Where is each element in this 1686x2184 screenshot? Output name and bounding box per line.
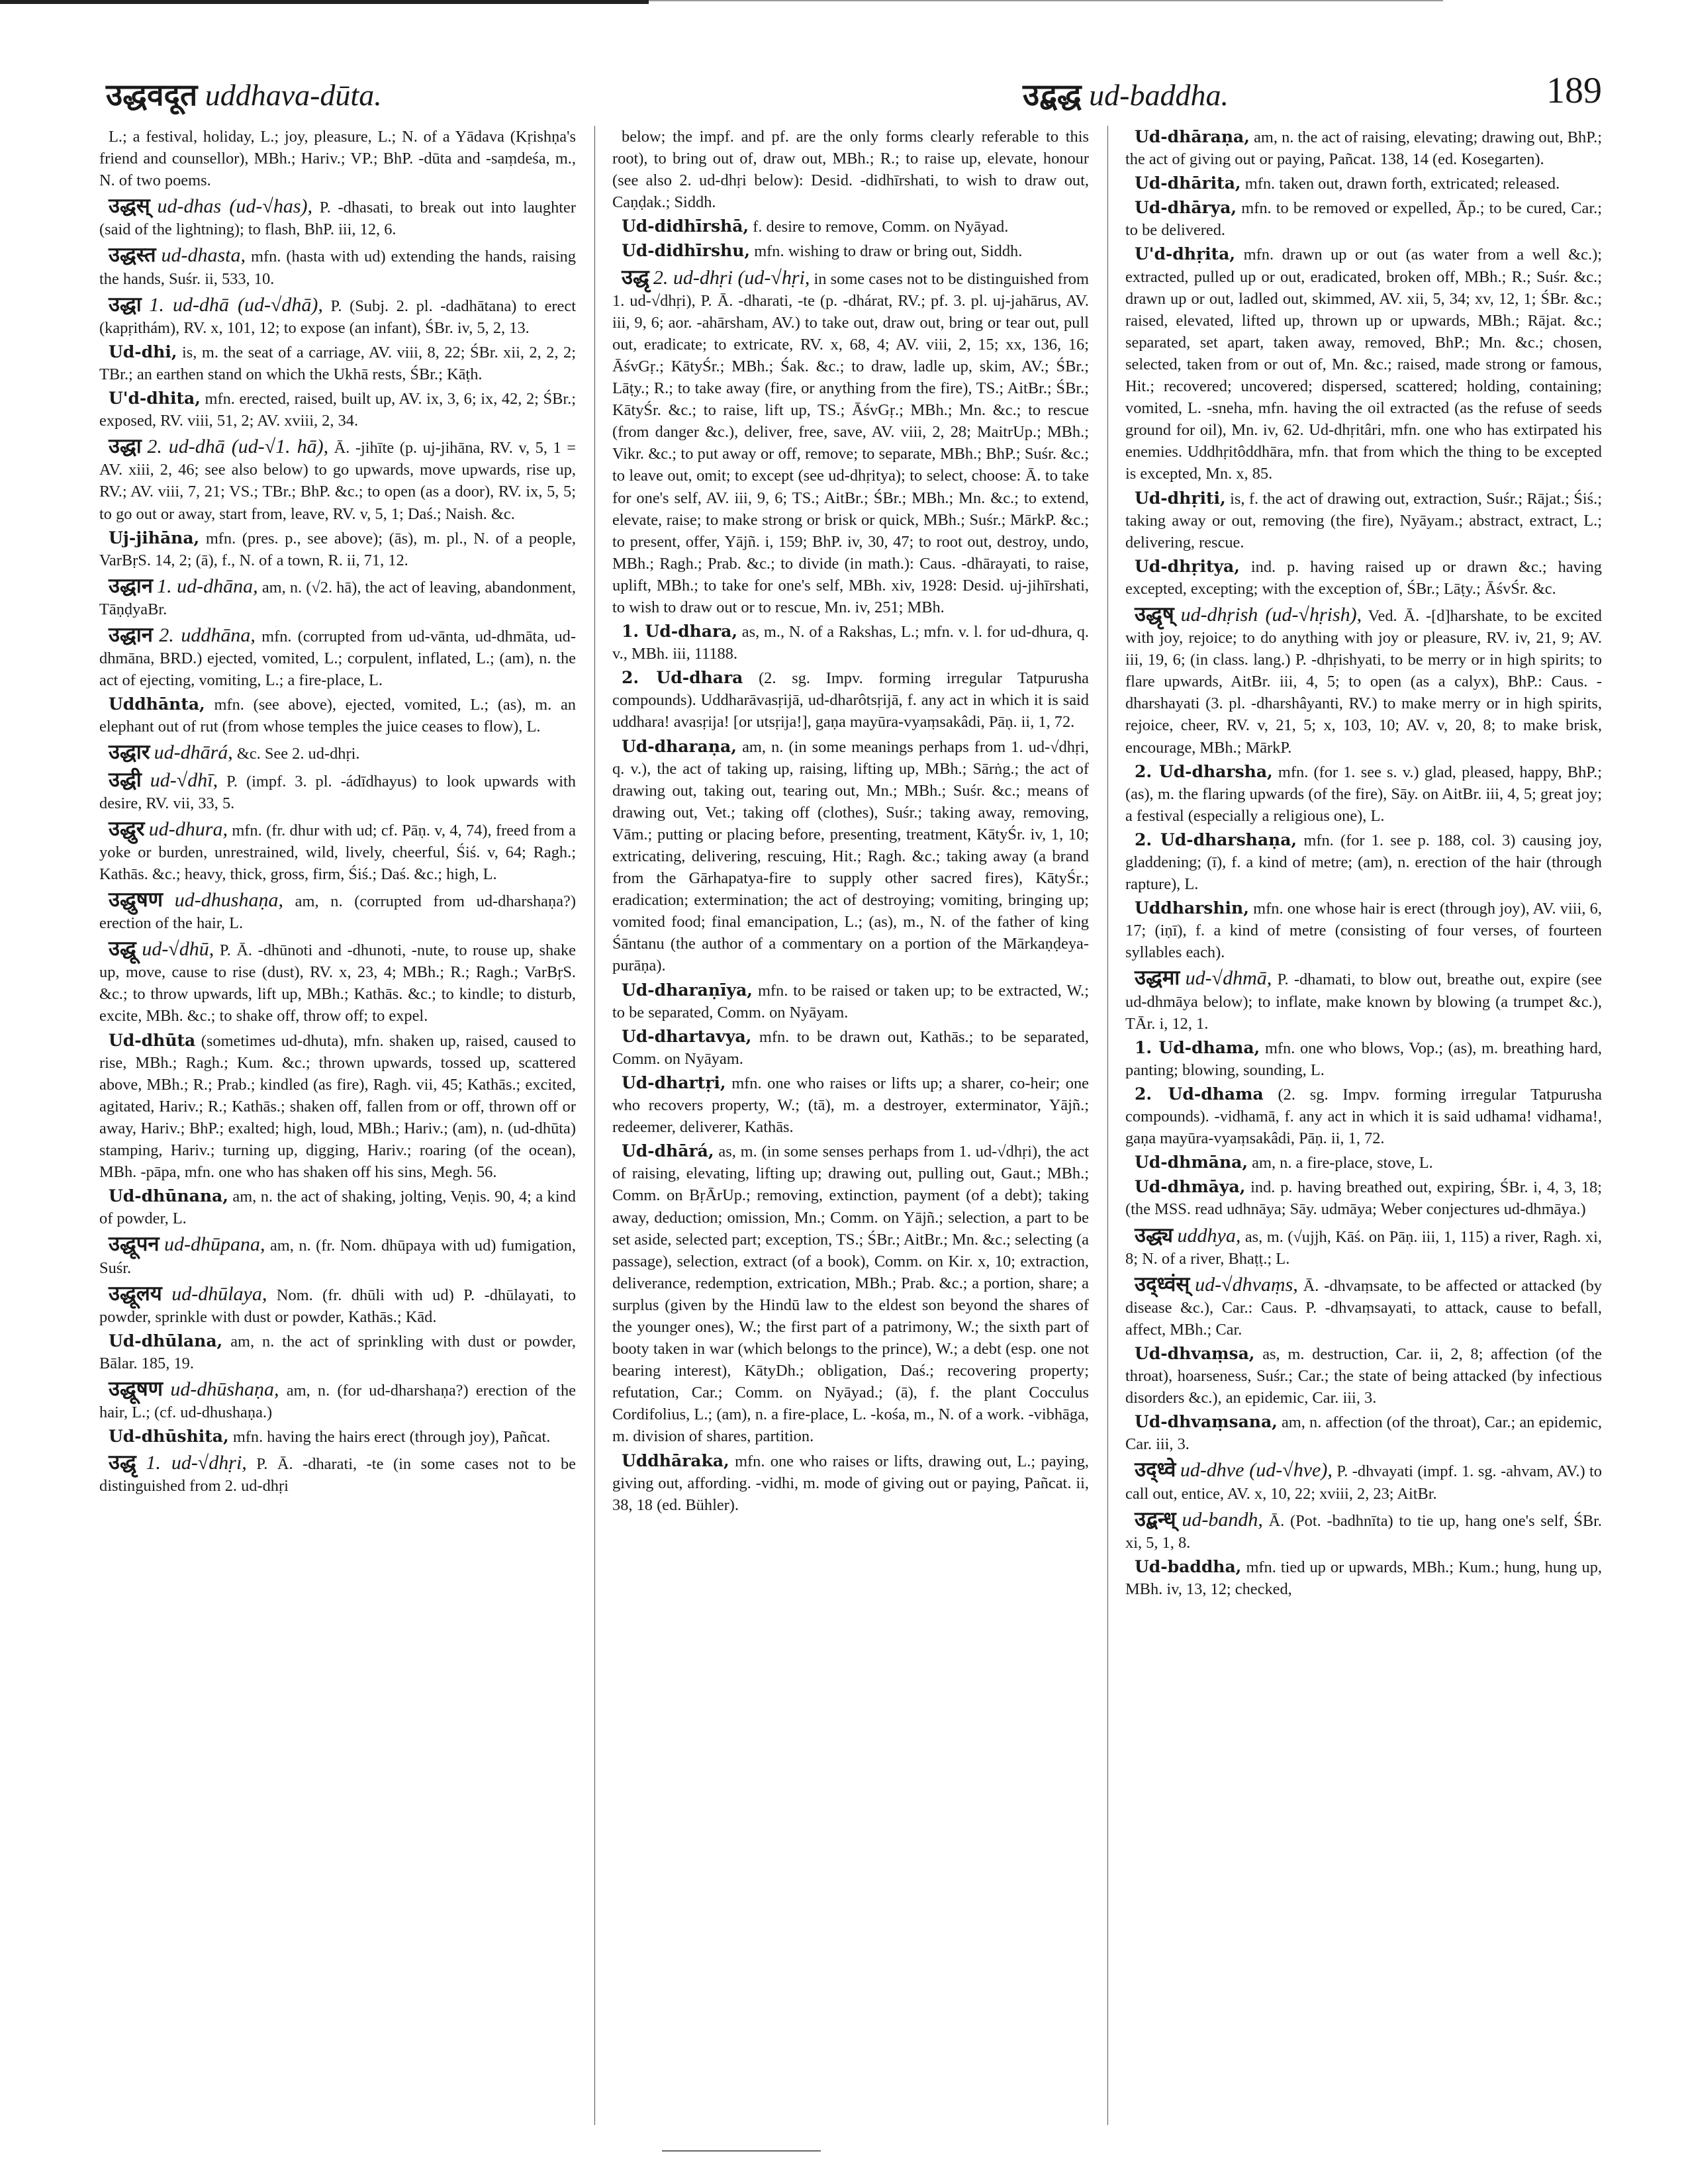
dictionary-entry <box>612 979 1089 1023</box>
entry-headword: Ud-dhūta <box>109 1030 196 1050</box>
entry-transliteration: ud-dhārá, <box>154 741 233 764</box>
dictionary-entry <box>612 1072 1089 1138</box>
entry-definition: &c. See 2. ud-dhṛi. <box>236 745 360 763</box>
entry-definition: (2. sg. Impv. forming irregular Tatpurusha compounds). -vidhamā, f. any act in which it is said udhama! vidhama!, gaṇa mayūra-vyaṃsakâdi, Pāṇ. ii, 1, 72. <box>1125 1085 1602 1148</box>
dictionary-entry <box>1125 829 1602 895</box>
entry-headword: Ud-baddha, <box>1135 1556 1242 1576</box>
scan-edge-top <box>0 0 649 4</box>
entry-definition: mfn. taken out, drawn forth, extricated; released. <box>1244 175 1560 193</box>
dictionary-entry <box>99 1378 576 1423</box>
entry-devanagari-headword: उद्धृष् <box>1135 602 1174 626</box>
entry-headword: Ud-didhīrshā, <box>622 216 749 236</box>
entry-devanagari-headword: उद्धूपन <box>109 1232 160 1257</box>
entry-devanagari-headword: उद्धू <box>109 937 136 961</box>
entry-definition: mfn. (see above), ejected, vomited, L.; (as), m. an elephant out of rut (from whose temples the juice ceases to flow), L. <box>99 696 576 736</box>
entry-devanagari-headword: उद्धुषण <box>109 888 164 912</box>
footer-rule <box>662 2150 821 2152</box>
dictionary-entry <box>612 1450 1089 1516</box>
dictionary-entry <box>1125 897 1602 963</box>
entry-definition: P. Ā. -dharati, -te (in some cases not to be distinguished from 2. ud-dhṛi <box>99 1455 576 1496</box>
entry-transliteration: ud-√dhmā, <box>1185 967 1272 990</box>
dictionary-entry <box>99 1185 576 1229</box>
entry-headword: Ud-dhvaṃsana, <box>1135 1412 1278 1432</box>
entry-definition: mfn. erected, raised, built up, AV. ix, 3, 6; ix, 42, 2; ŚBr.; exposed, RV. viii, 51, 2; AV. xviii, 2, 34. <box>99 390 576 430</box>
entry-definition: mfn. (pres. p., see above); (ās), m. pl., N. of a people, VarBṛS. 14, 2; (ā), f., N. of a town, R. ii, 71, 12. <box>99 529 576 569</box>
dictionary-entry <box>1125 1225 1602 1270</box>
entry-definition: is, m. the seat of a carriage, AV. viii, 8, 22; ŚBr. xii, 2, 2, 2; TBr.; an earthen stand on which the Ukhā rests, ŚBr.; Kāṭh. <box>99 343 576 383</box>
entry-headword: 1. Ud-dhara, <box>622 622 738 641</box>
dictionary-entry <box>99 769 576 814</box>
dictionary-entry <box>99 1233 576 1278</box>
entry-transliteration: ud-dhasta, <box>161 244 246 267</box>
entry-definition: P. -dhamati, to blow out, breathe out, expire (see ud-dhmāya below); to inflate, make known by blowing (a trumpet &c.), TĀr. i, 12, 1. <box>1125 971 1602 1033</box>
dictionary-entry <box>1125 1083 1602 1149</box>
dictionary-entry <box>1125 1509 1602 1554</box>
entry-headword: U'd-dhita, <box>109 389 201 408</box>
entry-devanagari-headword: उद्धार <box>109 740 150 765</box>
entry-headword: Ud-dharaṇīya, <box>622 980 753 1000</box>
entry-headword: U'd-dhṛita, <box>1135 244 1236 264</box>
entry-definition: mfn. (corrupted from ud-vānta, ud-dhmāta, ud-dhmāna, BRD.) ejected, vomited, L.; corpulent, inflated, L.; (am), n. the act of ejecting, vomiting, L.; a fire-place, L. <box>99 627 576 690</box>
entry-devanagari-headword: उद्धमा <box>1135 966 1180 990</box>
running-head-left <box>106 73 382 115</box>
dictionary-entry <box>99 126 576 191</box>
running-head-center-devanagari: उद्बद्ध <box>1023 77 1082 113</box>
entry-devanagari-headword: उद्धूलय <box>109 1281 162 1306</box>
entry-definition: as, m. (in some senses perhaps from 1. ud-√dhṛi), the act of raising, elevating, lifting up; drawing out, pulling out, Gaut.; MBh.; Comm. on BṛĀrUp.; removing, extinction, payment (of a debt); taking away, deduction; omission, Mn.; Comm. on Yājñ.; selection, a part to be set aside, selected part; exception, TS.; ŚBr.; AitBr.; Mn. &c.; selecting (a passage), selection, extract (of a book), Comm. on Kir. x, 10; extraction, deliverance, redemption, extrication, MBh.; Prab. &c.; a portion, share; a surplus (given by the Hindū law to the eldest son beyond the shares of the younger ones), W.; the first part of a patrimony, W.; the sixth part of booty taken in war (which belongs to the prince), W.; a debt (esp. one not bearing interest), KātyDh.; obligation, Daś.; recovering property; refutation, Car.; Comm. on Nyāyad.; (ā), f. the plant Cocculus Cordifolius, L.; (am), n. a fire-place, L. -kośa, m., N. of a work. -vibhāga, m. division of shares, partition. <box>612 1143 1089 1446</box>
entry-headword: Uddhāraka, <box>622 1450 729 1470</box>
entry-definition: mfn. tied up or upwards, MBh.; Kum.; hung, hung up, MBh. iv, 13, 12; checked, <box>1125 1558 1602 1598</box>
entry-definition: am, n. (corrupted from ud-dharshaṇa?) erection of the hair, L. <box>99 892 576 933</box>
dictionary-entry <box>612 736 1089 977</box>
dictionary-entry <box>99 889 576 934</box>
entry-transliteration: ud-bandh, <box>1182 1508 1263 1531</box>
entry-definition: as, m., N. of a Rakshas, L.; mfn. v. l. for ud-dhura, q. v., MBh. iii, 11188. <box>612 623 1089 663</box>
entry-definition: mfn. one whose hair is erect (through joy), AV. viii, 6, 17; (iṇī), f. a kind of metre (consisting of four verses, of fourteen syllables each). <box>1125 900 1602 962</box>
entry-headword: Ud-dhartṛi, <box>622 1072 726 1092</box>
entry-devanagari-headword: उद्ध्य <box>1135 1223 1174 1247</box>
dictionary-entry <box>1125 1459 1602 1504</box>
entry-transliteration: ud-dhas (ud-√has), <box>157 195 312 218</box>
entry-definition: mfn. one who raises or lifts up; a sharer, co-heir; one who recovers property, W.; (tā), m. a destroyer, exterminator, Yājñ.; redeemer, deliverer, Kathās. <box>612 1074 1089 1137</box>
entry-headword: Uddharshin, <box>1135 898 1249 918</box>
entry-definition: P. -dhasati, to break out into laughter (said of the lightning); to flash, BhP. iii, 12, 6. <box>99 199 576 239</box>
entry-devanagari-headword: उद्धस् <box>109 194 150 218</box>
dictionary-entry <box>99 436 576 524</box>
entry-definition: as, m. (√ujjh, Kāś. on Pāṇ. iii, 1, 115) a river, Ragh. xi, 8; N. of a river, Bhaṭṭ.; L. <box>1125 1227 1602 1268</box>
entry-devanagari-headword: उद्धान <box>109 622 153 647</box>
entry-headword: Ud-dhmāya, <box>1135 1177 1246 1197</box>
entry-headword: 2. Ud-dhama <box>1135 1084 1264 1104</box>
entry-definition: mfn. to be removed or expelled, Āp.; to be cured, Car.; to be delivered. <box>1125 199 1602 240</box>
entry-headword: Ud-dhārá, <box>622 1141 714 1161</box>
entry-definition: mfn. (for 1. see p. 188, col. 3) causing joy, gladdening; (ī), f. a kind of metre; (am), n. erection of the hair (through rapture), L. <box>1125 831 1602 894</box>
column-rule-1 <box>594 126 595 2125</box>
entry-devanagari-headword: उद्धृ <box>622 265 649 289</box>
entry-devanagari-headword: उद्ध्वे <box>1135 1458 1176 1482</box>
dictionary-entry <box>99 938 576 1027</box>
scan-edge-top-faint <box>649 0 1443 1</box>
entry-headword: 2. Ud-dharshaṇa, <box>1135 830 1297 849</box>
dictionary-entry <box>612 240 1089 262</box>
dictionary-entry <box>99 195 576 240</box>
dictionary-entry <box>99 527 576 571</box>
entry-definition: f. desire to remove, Comm. on Nyāyad. <box>753 218 1009 236</box>
entry-definition: Ā. (Pot. -badhnīta) to tie up, hang one's self, ŚBr. xi, 5, 1, 8. <box>1125 1511 1602 1552</box>
column-1 <box>99 126 576 2125</box>
entry-definition: is, f. the act of drawing out, extraction, Suśr.; Rājat.; Śiś.; taking away or out, removing (the fire), Nyāyam.; abstract, extract, L.; delivering, rescue. <box>1125 489 1602 551</box>
entry-definition: (2. sg. Impv. forming irregular Tatpurusha compounds). Uddharāvasṛijā, ud-dharôtsṛijā, f. any act in which it is said uddhara! avasṛija! [or utsṛija!], gaṇa mayūra-vyaṃsakâdi, Pāṇ. ii, 1, 72. <box>612 669 1089 732</box>
running-head-center-roman: ud-baddha. <box>1089 78 1229 112</box>
entry-definition: Ā. -jihīte (p. uj-jihāna, RV. v, 5, 1 = AV. xiii, 2, 46; see also below) to go upwards, move upwards, rise up, RV.; AV. viii, 7, 21; VS.; TBr.; BhP. &c.; to open (as a door), RV. ix, 5, 5; to go out or away, start from, leave, RV. v, 5, 1; Daś.; Naish. &c. <box>99 439 576 523</box>
entry-transliteration: ud-dhūpana, <box>164 1233 265 1256</box>
dictionary-entry <box>99 693 576 737</box>
entry-devanagari-headword: उद्धृ <box>109 1450 136 1475</box>
dictionary-entry <box>1125 604 1602 759</box>
entry-definition: mfn. drawn up or out (as water from a well &c.); extracted, pulled up or out, eradicated, broken off, MBh.; R.; Suśr. &c.; drawn up or out, ladled out, skimmed, AV. xii, 5, 34; xv, 12, 1; ŚBr. &c.; raised, elevated, lifted up, thrown up or upwards, MBh.; Rājat. &c.; separated, set apart, taken away, removed, BhP.; Mn. &c.; chosen, selected, taken from or out of, Mn. &c.; raised, made strong or famous, Hit.; recovered; uncovered; dispersed, scattered; holding, containing; vomited, L. -sneha, mfn. having the oil extracted (as the refuse of seeds ground for oil), Mn. iv, 62. Ud-dhṛitâri, mfn. one who has extirpated his enemies. Uddhṛitôddhāra, mfn. that from which the thing to be excepted is excepted, Mn. x, 85. <box>1125 246 1602 483</box>
entry-headword: Ud-dhūlana, <box>109 1331 223 1351</box>
entry-definition: mfn. to be drawn out, Kathās.; to be separated, Comm. on Nyāyam. <box>612 1027 1089 1068</box>
entry-headword: Ud-dhṛiti, <box>1135 488 1226 508</box>
entry-definition: am, n. (√2. hā), the act of leaving, abandonment, TāṇḍyaBr. <box>99 578 576 618</box>
dictionary-entry <box>99 1452 576 1497</box>
entry-definition: mfn. one who raises or lifts, drawing out, L.; paying, giving out, affording. -vidhi, m. mode of giving out or paying, Pañcat. ii, 38, 18 (ed. Bühler). <box>612 1452 1089 1514</box>
dictionary-entry <box>1125 172 1602 195</box>
dictionary-entry <box>612 126 1089 213</box>
entry-headword: 1. Ud-dhama, <box>1135 1037 1260 1057</box>
entry-definition: ind. p. having breathed out, expiring, ŚBr. i, 4, 3, 18; (the MSS. read udhnāya; Sāy. udmāya; Weber conjectures ud-dhmāya.) <box>1125 1178 1602 1219</box>
entry-definition: mfn. (hasta with ud) extending the hands, raising the hands, Suśr. ii, 533, 10. <box>99 248 576 288</box>
entry-headword: Uj-jihāna, <box>109 528 200 547</box>
dictionary-entry <box>99 387 576 432</box>
entry-definition: P. -dhvayati (impf. 1. sg. -ahvam, AV.) to call out, entice, AV. x, 10, 22; xviii, 2, 23; AitBr. <box>1125 1462 1602 1503</box>
entry-definition: mfn. (for 1. see s. v.) glad, pleased, happy, BhP.; (as), m. the flaring upwards (of the fire), Sāy. on AitBr. iii, 4, 5; great joy; a festival (especially a religious one), L. <box>1125 763 1602 825</box>
page-header <box>99 70 1602 122</box>
entry-definition: P. (impf. 3. pl. -ádīdhayus) to look upwards with desire, RV. vii, 33, 5. <box>99 772 576 812</box>
dictionary-entry <box>99 341 576 385</box>
dictionary-entry <box>1125 1343 1602 1409</box>
dictionary-entry <box>99 624 576 691</box>
entry-definition: am, n. (in some meanings perhaps from 1. ud-√dhṛi, q. v.), the act of taking up, raising, lifting up, MBh.; Sārṅg.; the act of drawing out, taking out, tearing out, Mn.; MBh.; Suśr. &c.; means of drawing out, Vet.; taking off (clothes), Suśr.; taking away, removing, Vām.; putting or placing before, presenting, treatment, KātyŚr. iv, 1, 10; extricating, delivering, rescuing, Hit.; Ragh. &c.; taking away (a brand from the Gārhapatya-fire to supply other sacred fires), KātyŚr.; eradication; extermination; the act of destroying; vomiting, bringing up; vomited food; final emancipation, L.; (as), m., N. of the father of king Śāntanu (the author of a commentary on a portion of the Mārkaṇḍeya-purāṇa). <box>612 737 1089 975</box>
dictionary-entry <box>99 575 576 620</box>
entry-transliteration: 1. ud-√dhṛi, <box>146 1452 247 1474</box>
entry-definition: am, n. (for ud-dharshaṇa?) erection of the hair, L.; (cf. ud-dhushaṇa.) <box>99 1381 576 1422</box>
dictionary-entry <box>612 1025 1089 1070</box>
dictionary-entry <box>1125 967 1602 1034</box>
entry-devanagari-headword: उद्धुर <box>109 816 145 841</box>
entry-definition: as, m. destruction, Car. ii, 2, 8; affection (of the throat), hoarseness, Suśr.; Car.; the state of being attacked (by infectious disorders &c.), an epidemic, Car. iii, 3. <box>1125 1345 1602 1407</box>
entry-definition: (sometimes ud-dhuta), mfn. shaken up, raised, caused to rise, MBh.; Ragh.; Kum. &c.; thrown upwards, tossed up, scattered above, MBh.; R.; Prab.; kindled (as fire), Ragh. vii, 45; Kathās.; excited, agitated, Hariv.; R.; Kathās.; shaken off, fallen from or off, thrown off or away, Hariv.; BhP.; exalted; high, loud, MBh.; Hariv.; (am), n. (ud-dhūta) stamping, Hariv.; turning up, digging, Hariv.; roaring (of the ocean), MBh. -pāpa, mfn. one who has shaken off his sins, Megh. 56. <box>99 1031 576 1182</box>
entry-headword: 2. Ud-dharsha, <box>1135 761 1273 781</box>
entry-headword: Ud-dhartavya, <box>622 1026 752 1046</box>
page-number: 189 <box>1546 70 1602 111</box>
entry-devanagari-headword: उद्धी <box>109 767 142 792</box>
entry-transliteration: ud-dhūlaya, <box>171 1282 267 1305</box>
dictionary-entry <box>1125 761 1602 827</box>
entry-definition: ind. p. having raised up or drawn &c.; having excepted, excepting; with the exception of, ŚBr.; Lāṭy.; ĀśvŚr. &c. <box>1125 557 1602 598</box>
entry-definition: mfn. one who blows, Vop.; (as), m. breathing hard, panting; blowing, sounding, L. <box>1125 1039 1602 1079</box>
dictionary-entry <box>99 1425 576 1448</box>
entry-headword: Ud-dhūnana, <box>109 1186 228 1206</box>
running-head-left-roman: uddhava-dūta. <box>205 78 382 112</box>
dictionary-entry <box>612 620 1089 665</box>
entry-headword: Ud-dhmāna, <box>1135 1153 1248 1172</box>
entry-devanagari-headword: उद्धा <box>109 434 142 459</box>
entry-devanagari-headword: उद्धा <box>109 292 142 316</box>
entry-definition: P. (Subj. 2. pl. -dadhātana) to erect (kapṛithám), RV. x, 101, 12; to expose (an infant), ŚBr. iv, 5, 2, 13. <box>99 297 576 337</box>
entry-transliteration: 2. ud-dhṛi (ud-√hṛi, <box>653 266 810 289</box>
entry-definition: mfn. (fr. dhur with ud; cf. Pāṇ. v, 4, 74), freed from a yoke or burden, unrestrained, wild, lively, cheerful, Śiś. v, 64; Ragh.; Kathās. &c.; heavy, thick, gross, firm, Śiś.; Daś. &c.; high, L. <box>99 821 576 883</box>
entry-transliteration: ud-√dhī, <box>150 769 218 791</box>
entry-transliteration: ud-dhura, <box>148 818 228 840</box>
entry-devanagari-headword: उद्धूषण <box>109 1376 164 1401</box>
entry-definition: am, n. (fr. Nom. dhūpaya with ud) fumigation, Suśr. <box>99 1237 576 1277</box>
entry-definition: am, n. affection (of the throat), Car.; an epidemic, Car. iii, 3. <box>1125 1413 1602 1454</box>
dictionary-entry <box>99 294 576 339</box>
entry-definition: am, n. a fire-place, stove, L. <box>1252 1154 1433 1172</box>
entry-transliteration: 2. ud-dhā (ud-√1. hā), <box>147 436 329 458</box>
column-3 <box>1125 126 1602 2125</box>
entry-definition: am, n. the act of shaking, jolting, Veṇis. 90, 4; a kind of powder, L. <box>99 1188 576 1228</box>
dictionary-entry <box>99 818 576 885</box>
dictionary-entry <box>99 1330 576 1374</box>
entry-headword: Ud-dhi, <box>109 342 177 361</box>
entry-transliteration: ud-√dhū, <box>142 938 214 961</box>
dictionary-entry <box>612 267 1089 619</box>
dictionary-entry <box>1125 197 1602 241</box>
entry-definition: am, n. the act of sprinkling with dust or powder, Bālar. 185, 19. <box>99 1332 576 1372</box>
dictionary-entry <box>612 1140 1089 1447</box>
entry-definition: mfn. having the hairs erect (through joy), Pañcat. <box>232 1428 551 1447</box>
entry-devanagari-headword: उद्धस्त <box>109 243 156 267</box>
dictionary-entry <box>1125 126 1602 170</box>
dictionary-entry <box>1125 1151 1602 1174</box>
entry-transliteration: ud-dhve (ud-√hve), <box>1180 1459 1333 1482</box>
dictionary-entry <box>1125 1037 1602 1081</box>
entry-definition: below; the impf. and pf. are the only forms clearly referable to this root), to bring out of, draw out, MBh.; R.; to raise up, elevate, honour (see also 2. ud-dhṛi below): Desid. -didhīrshati, to wish to draw out, Caṇḍak.; Siddh. <box>612 128 1089 212</box>
entry-devanagari-headword: उद्धान <box>109 573 153 598</box>
dictionary-entry <box>1125 555 1602 600</box>
dictionary-entry <box>1125 487 1602 553</box>
entry-headword: Ud-dhārita, <box>1135 173 1241 193</box>
entry-headword: Uddhānta, <box>109 694 205 714</box>
entry-definition: am, n. the act of raising, elevating; drawing out, BhP.; the act of giving out or paying, Pañcat. 138, 14 (ed. Kosegarten). <box>1125 128 1602 169</box>
column-2 <box>612 126 1089 2125</box>
entry-headword: Ud-dhvaṃsa, <box>1135 1343 1255 1363</box>
dictionary-entry <box>612 215 1089 238</box>
entry-headword: Ud-dhṛitya, <box>1135 556 1240 576</box>
entry-transliteration: 2. uddhāna, <box>159 624 256 646</box>
entry-headword: Ud-didhīrshu, <box>622 241 751 261</box>
running-head-center <box>1023 73 1229 115</box>
entry-headword: Ud-dhāraṇa, <box>1135 127 1250 146</box>
entry-definition: Ā. -dhvaṃsate, to be affected or attacked (by disease &c.), Car.: Caus. P. -dhvaṃsayati, to attack, cause to befall, affect, MBh.; Car. <box>1125 1276 1602 1339</box>
running-head-left-devanagari: उद्धवदूत <box>106 77 198 113</box>
entry-definition: Ved. Ā. -[d]harshate, to be excited with joy, rejoice; to do anything with joy or pleasure, RV. iv, 21, 9; AV. iii, 19, 6; (in class. lang.) P. -dhṛishyati, to be merry or in high spirits; to flare upwards, AitBr. iii, 4, 5; to open (as a calyx), BhP.: Caus. -dharshayati (3. pl. -dharshâyanti, RV.) to make merry or in high spirits, rejoice, cheer, RV. v, 21, 5; x, 103, 10; AV. v, 20, 8; to make brisk, encourage, MBh.; MārkP. <box>1125 606 1602 757</box>
entry-devanagari-headword: उद्ध्वंस् <box>1135 1272 1190 1296</box>
dictionary-entry <box>99 741 576 765</box>
entry-devanagari-headword: उद्बन्ध् <box>1135 1507 1176 1531</box>
dictionary-entry <box>1125 1274 1602 1341</box>
entry-transliteration: ud-dhushaṇa, <box>174 889 283 911</box>
entry-definition: P. Ā. -dhūnoti and -dhunoti, -nute, to rouse up, shake up, move, cause to rise (dust), RV. x, 23, 4; MBh.; R.; Ragh.; VarBṛS. &c.; to throw upwards, lift up, MBh.; Kathās. &c.; to kindle; to disturb, excite, MBh. &c.; to shake off, throw off; to expel. <box>99 941 576 1025</box>
entry-definition: mfn. to be raised or taken up; to be extracted, W.; to be separated, Comm. on Nyāyam. <box>612 981 1089 1021</box>
entry-transliteration: ud-dhūshaṇa, <box>170 1378 279 1400</box>
entry-definition: Nom. (fr. dhūli with ud) P. -dhūlayati, to powder, sprinkle with dust or powder, Kathās.; Kād. <box>99 1286 576 1326</box>
column-rule-2 <box>1107 126 1108 2125</box>
entry-transliteration: ud-√dhvaṃs, <box>1195 1273 1298 1296</box>
entry-definition: mfn. wishing to draw or bring out, Siddh. <box>754 242 1023 261</box>
entry-headword: Ud-dharaṇa, <box>622 736 737 756</box>
dictionary-entry <box>1125 1556 1602 1600</box>
dictionary-entry <box>99 244 576 289</box>
dictionary-entry <box>99 1283 576 1328</box>
entry-transliteration: ud-dhṛish (ud-√hṛish), <box>1180 603 1362 626</box>
entry-transliteration: 1. ud-dhāna, <box>157 575 258 597</box>
dictionary-entry <box>1125 1176 1602 1220</box>
dictionary-columns <box>99 126 1602 2125</box>
dictionary-entry <box>99 1029 576 1184</box>
entry-definition: L.; a festival, holiday, L.; joy, pleasure, L.; N. of a Yādava (Kṛishṇa's friend and counsellor), MBh.; Hariv.; VP.; BhP. -dūta and -saṃdeśa, m., N. of two poems. <box>99 128 576 190</box>
entry-headword: 2. Ud-dhara <box>622 668 743 688</box>
dictionary-entry <box>1125 243 1602 485</box>
entry-headword: Ud-dhūshita, <box>109 1427 229 1447</box>
entry-headword: Ud-dhārya, <box>1135 198 1237 218</box>
dictionary-entry <box>1125 1411 1602 1455</box>
dictionary-entry <box>612 667 1089 733</box>
entry-transliteration: uddhya, <box>1177 1224 1241 1247</box>
entry-definition: in some cases not to be distinguished from 1. ud-√dhṛi), P. Ā. -dharati, -te (p. -dhárat, RV.; pf. 3. pl. uj-jahārus, AV. iii, 9, 6; aor. -ahārsham, AV.) to take out, draw out, bring or tear out, pull out, eradicate; to extricate, RV. x, 68, 4; AV. viii, 2, 15; xx, 136, 16; ĀśvGṛ.; KātyŚr.; MBh.; Śak. &c.; to draw, ladle up, skim, AV.; ŚBr.; Lāṭy.; R.; to take away (fire, or anything from the fire), TS.; AitBr.; ŚBr.; KātyŚr. &c.; to raise, lift up, TS.; ĀśvGṛ.; MBh.; Mn. &c.; to rescue (from danger &c.), deliver, free, save, AV. viii, 2, 28; MaitrUp.; MBh.; Vikr. &c.; to put away or off, remove; to separate, MBh.; BhP.; Suśr. &c.; to leave out, omit; to except (see ud-dhṛitya); to select, choose: Ā. to take for one's self, AV. iii, 9, 6; TS.; AitBr.; ŚBr.; MBh.; Mn. &c.; to extend, elevate, raise; to make strong or brisk or quick, MBh.; Suśr.; MārkP. &c.; to present, offer, Yājñ. i, 159; BhP. iv, 30, 47; to root out, destroy, undo, MBh.; Ragh.; Prab. &c.; to divide (in math.): Caus. -dhārayati, to raise, uplift, MBh.; to take for one's self, MBh. xiv, 1928: Desid. uj-jihīrshati, to wish to draw out or to rescue, Mn. iv, 251; MBh. <box>612 269 1089 616</box>
entry-transliteration: 1. ud-dhā (ud-√dhā), <box>149 293 323 316</box>
